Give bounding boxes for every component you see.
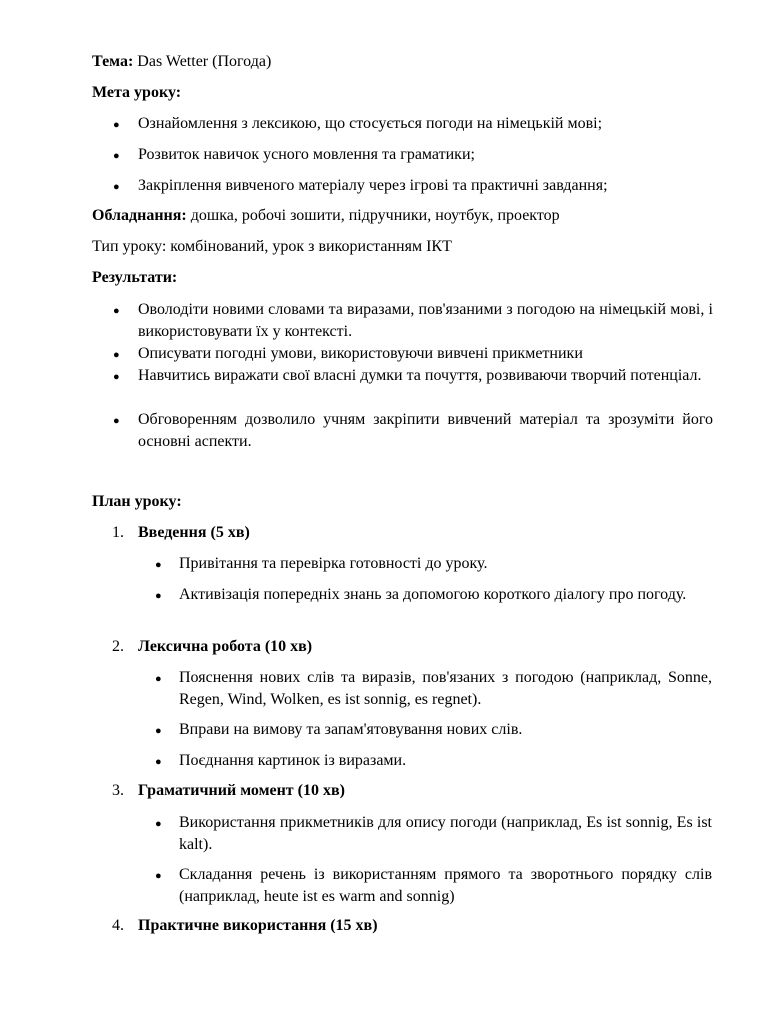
- bullet-icon: ●: [113, 119, 120, 131]
- topic-label: Тема:: [92, 53, 134, 70]
- goals-heading: [92, 82, 712, 104]
- bullet-icon: ●: [155, 590, 162, 602]
- result-item: Навчитись виражати свої власні думки та почуття, розвиваючи творчий потенціал.: [138, 367, 702, 384]
- bullet-icon: ●: [113, 349, 120, 361]
- equipment-value: дошка, робочі зошити, підручники, ноутбук, проектор: [186, 207, 560, 224]
- plan-item: Активізація попередніх знань за допомогою короткого діалогу про погоду.: [179, 586, 687, 603]
- bullet-icon: ●: [155, 818, 162, 830]
- bullet-icon: ●: [113, 415, 120, 427]
- bullet-icon: ●: [155, 870, 162, 882]
- results-heading: [92, 267, 712, 289]
- bullet-icon: ●: [113, 181, 120, 193]
- lesson-type: Тип уроку: комбінований, урок з використанням ІКТ: [92, 238, 452, 255]
- plan-heading-text: План уроку:: [92, 493, 182, 510]
- result-item: Обговоренням дозволило учням закріпити вивчений матеріал та зрозуміти його основні аспекти.: [138, 411, 713, 450]
- topic-line: [92, 51, 712, 73]
- goal-item: Закріплення вивченого матеріалу через ігрові та практичні завдання;: [138, 177, 608, 194]
- equipment-line: [92, 205, 712, 227]
- equipment-label: Обладнання:: [92, 207, 187, 224]
- plan-section-number: 2.: [112, 638, 124, 655]
- result-item: Описувати погодні умови, використовуючи вивчені прикметники: [138, 345, 583, 362]
- bullet-icon: ●: [155, 559, 162, 571]
- plan-item: Поєднання картинок із виразами.: [179, 752, 407, 769]
- bullet-icon: ●: [155, 673, 162, 685]
- plan-item: Використання прикметників для опису погоди (наприклад, Es ist sonnig, Es ist kalt).: [179, 814, 712, 853]
- plan-section-number: 4.: [112, 917, 124, 934]
- bullet-icon: ●: [155, 725, 162, 737]
- bullet-icon: ●: [113, 371, 120, 383]
- plan-section-title: Практичне використання (15 хв): [138, 917, 378, 934]
- plan-section-title: Лексична робота (10 хв): [138, 638, 313, 655]
- plan-section-number: 3.: [112, 782, 124, 799]
- result-item: Оволодіти новими словами та виразами, пов'язаними з погодою на німецькій мові, і використовувати їх у контексті.: [138, 301, 713, 340]
- goal-item: Ознайомлення з лексикою, що стосується погоди на німецькій мові;: [138, 115, 603, 132]
- results-heading-text: Результати:: [92, 269, 178, 286]
- plan-item: Складання речень із використанням прямого та зворотнього порядку слів (наприклад, heute ist es warm and sonnig): [179, 866, 712, 905]
- goals-heading-text: Мета уроку:: [92, 84, 182, 101]
- plan-item: Пояснення нових слів та виразів, пов'язаних з погодою (наприклад, Sonne, Regen, Wind, Wolken, es ist sonnig, es regnet).: [179, 669, 712, 708]
- plan-item: Вправи на вимову та запам'ятовування нових слів.: [179, 721, 523, 738]
- plan-heading: [92, 491, 712, 513]
- plan-section-number: 1.: [112, 524, 124, 541]
- goal-item: Розвиток навичок усного мовлення та граматики;: [138, 146, 475, 163]
- bullet-icon: ●: [155, 756, 162, 768]
- plan-section-title: Введення (5 хв): [138, 524, 250, 541]
- bullet-icon: ●: [113, 150, 120, 162]
- plan-item: Привітання та перевірка готовності до уроку.: [179, 555, 488, 572]
- plan-section-title: Граматичний момент (10 хв): [138, 782, 345, 799]
- topic-value: Das Wetter (Погода): [133, 53, 272, 70]
- bullet-icon: ●: [113, 305, 120, 317]
